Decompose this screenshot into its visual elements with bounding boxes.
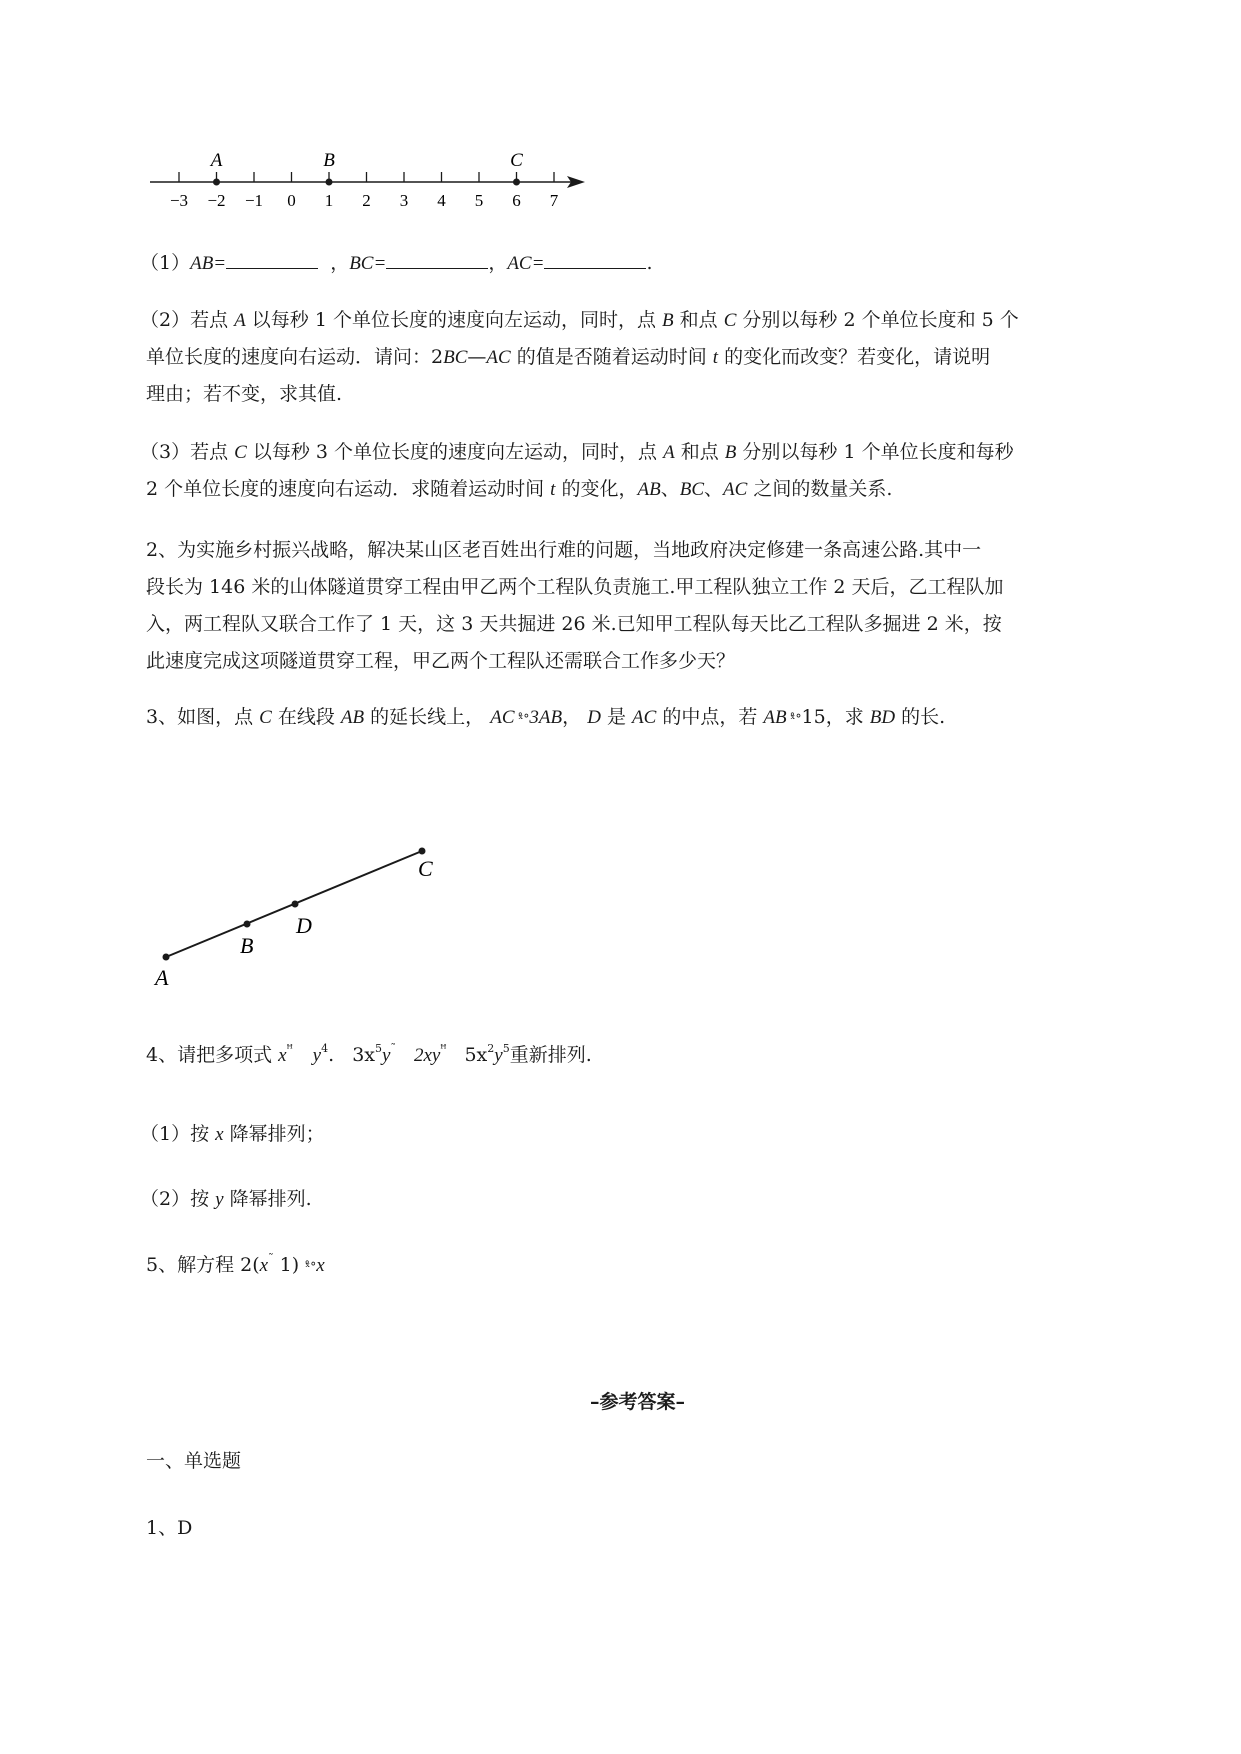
tick-label: 6 — [512, 191, 521, 210]
number-line-figure — [145, 150, 585, 230]
label-a: A — [155, 965, 169, 990]
tick-label: 2 — [362, 191, 371, 210]
point-label-b: B — [323, 150, 335, 171]
tick-label: −3 — [169, 191, 189, 210]
bc-answer-blank[interactable] — [386, 252, 488, 269]
q5-text: 5、解方程 2(x˜ 1) ˣ̊°x — [146, 1252, 325, 1276]
tick-label: 7 — [549, 191, 559, 210]
q1-sub2-line2: 单位长度的速度向右运动．请问：2BC—AC 的值是否随着运动时间 t 的变化而改变？若变化，请说明 — [146, 346, 991, 368]
point-c — [419, 848, 426, 855]
q3-text: 3、如图，点 C 在线段 AB 的延长线上， AC ˣ̊°3AB， D 是 AC 的中点，若 AB ˣ̊°15，求 BD 的长. — [146, 706, 946, 728]
point-label-a: A — [210, 150, 223, 171]
q1-sub1 — [140, 252, 652, 273]
ab-label: AB= — [190, 253, 227, 274]
ab-answer-blank[interactable] — [226, 252, 318, 269]
point-b — [326, 179, 333, 186]
label-c: C — [418, 856, 433, 881]
q2-line2: 段长为 146 米的山体隧道贯穿工程由甲乙两个工程队负责施工.甲工程队独立工作 2 天后，乙工程队加 — [146, 576, 1004, 598]
tick-label: 1 — [324, 191, 334, 210]
tick-label: 4 — [437, 191, 446, 210]
tick-label: 3 — [399, 191, 409, 210]
point-label-c: C — [510, 150, 523, 171]
q4-sub1: （1）按 x 降幂排列； — [140, 1123, 325, 1145]
comma: ， — [488, 252, 508, 274]
tick-label: −2 — [207, 191, 226, 210]
tick-label: −1 — [244, 191, 264, 210]
answers-section: 一、单选题 — [146, 1450, 242, 1472]
q4-sub2: （2）按 y 降幂排列. — [140, 1188, 312, 1210]
segment-figure — [150, 835, 450, 1005]
point-c — [513, 179, 520, 186]
label-d: D — [296, 913, 312, 938]
tick-label: 5 — [474, 191, 484, 210]
point-b — [244, 921, 251, 928]
q1-sub3-line2: 2 个单位长度的速度向右运动．求随着运动时间 t 的变化，AB、BC、AC 之间的数量关系. — [146, 478, 893, 500]
q4-text: 4、请把多项式 $x^ꟸ$ $y^4$. $3x^5y^˜$ $2xy^ꟸ$ $5x^2y^5$重新排列. — [146, 1042, 592, 1066]
q1-sub2-line3: 理由；若不变，求其值. — [146, 383, 343, 405]
tick-label: 0 — [287, 191, 296, 210]
q2-line4: 此速度完成这项隧道贯穿工程，甲乙两个工程队还需联合工作多少天？ — [146, 650, 736, 672]
label-b: B — [240, 933, 254, 958]
q2-line3: 入，两工程队又联合工作了 1 天，这 3 天共掘进 26 米.已知甲工程队每天比乙工程队多掘进 2 米，按 — [146, 613, 1002, 635]
q2-line1: 2、为实施乡村振兴战略，解决某山区老百姓出行难的问题，当地政府决定修建一条高速公路.其中一 — [146, 539, 982, 561]
q1-sub3-line1: （3）若点 C 以每秒 3 个单位长度的速度向左运动，同时，点 A 和点 B 分别以每秒 1 个单位长度和每秒 — [140, 441, 1014, 463]
comma: ， — [330, 252, 350, 274]
period: . — [646, 252, 653, 274]
ac-answer-blank[interactable] — [544, 252, 646, 269]
q1-sub2-line1: （2）若点 A 以每秒 1 个单位长度的速度向左运动，同时，点 B 和点 C 分别以每秒 2 个单位长度和 5 个 — [140, 309, 1019, 331]
point-a — [163, 954, 170, 961]
ac-label: AC= — [507, 253, 545, 274]
answer-1: 1、D — [146, 1517, 193, 1539]
q1-sub1-prefix: （1） — [140, 252, 191, 274]
bc-label: BC= — [349, 253, 387, 274]
point-d — [292, 901, 299, 908]
answers-title: –参考答案– — [590, 1391, 686, 1413]
point-a — [213, 179, 220, 186]
